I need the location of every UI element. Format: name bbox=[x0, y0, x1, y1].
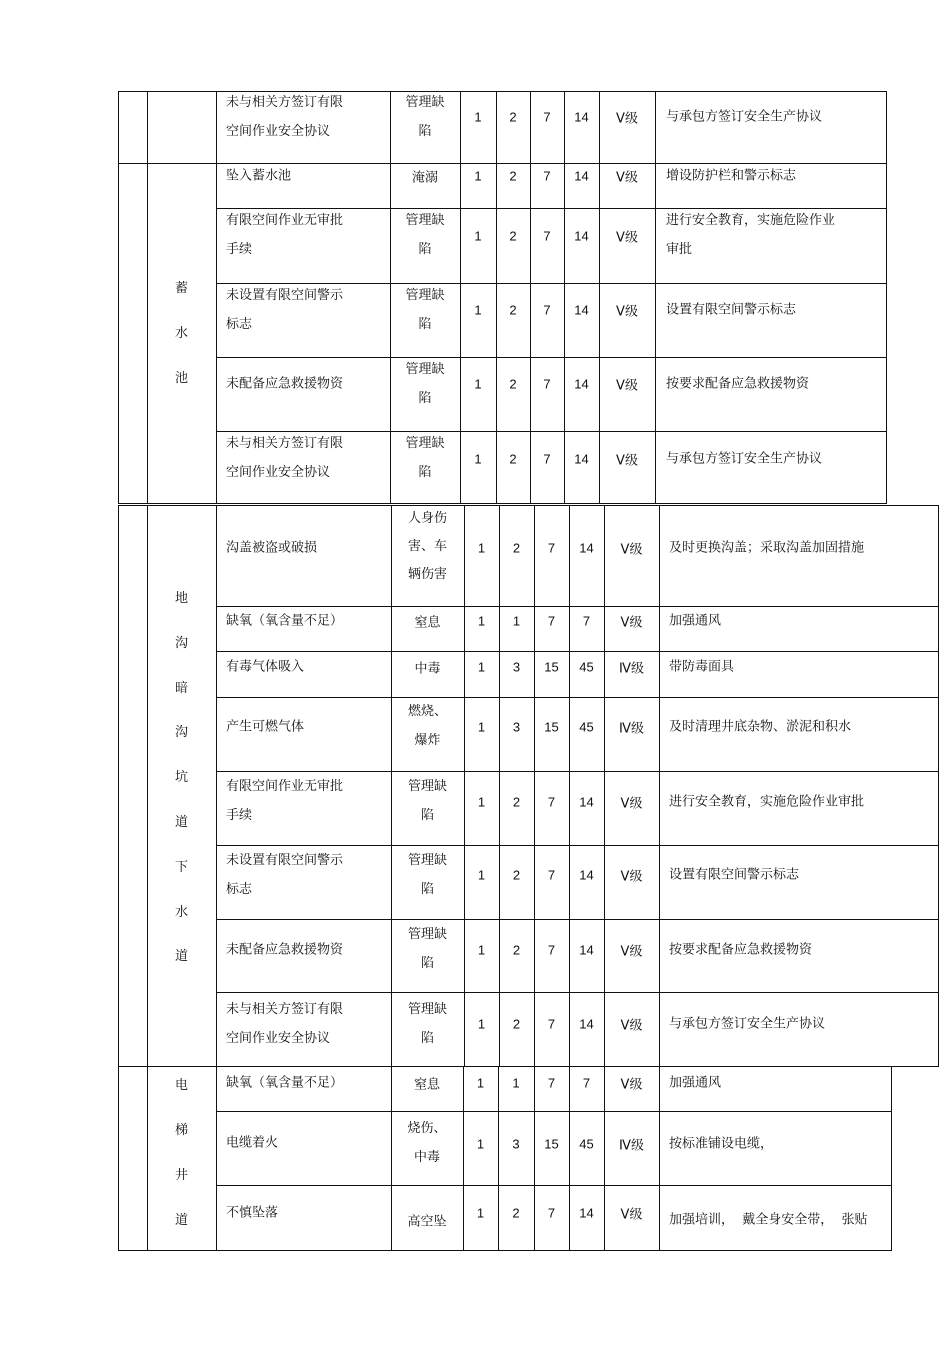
control-measure: 按要求配备应急救援物资 bbox=[669, 942, 813, 958]
section-name-reservoir: 蓄 水 池 bbox=[174, 281, 188, 386]
cell-e: 3 bbox=[512, 659, 521, 675]
hazard-text: 产生可燃气体 bbox=[226, 719, 305, 735]
control-measure: 设置有限空间警示标志 bbox=[666, 302, 797, 318]
cell-d: 14 bbox=[574, 228, 589, 244]
cell-d: 7 bbox=[582, 1075, 591, 1091]
control-measure: 按标准铺设电缆， bbox=[669, 1136, 774, 1152]
cell-e: 3 bbox=[512, 719, 521, 735]
control-measure: 及时清理井底杂物、淤泥和积水 bbox=[669, 719, 852, 735]
risk-level: Ⅴ级 bbox=[620, 796, 643, 812]
cell-e: 2 bbox=[512, 942, 521, 958]
accident-type: 高空坠 bbox=[407, 1214, 447, 1230]
risk-level: Ⅴ级 bbox=[616, 230, 638, 246]
cell-d: 14 bbox=[574, 168, 589, 184]
accident-type: 管理缺 陷 bbox=[405, 213, 445, 257]
cell-c: 7 bbox=[547, 1205, 556, 1221]
accident-type: 管理缺 陷 bbox=[405, 95, 445, 139]
accident-type: 管理缺 陷 bbox=[407, 927, 447, 971]
hazard-text: 未配备应急救援物资 bbox=[226, 376, 344, 392]
cell-c: 15 bbox=[544, 1136, 559, 1152]
hazard-text: 未设置有限空间警示 bbox=[226, 853, 344, 868]
hazard-text: 未设置有限空间警示 bbox=[226, 288, 344, 303]
cell-c: 7 bbox=[543, 228, 551, 244]
hazard-text: 空间作业安全协议 bbox=[226, 1031, 331, 1046]
cell-e: 2 bbox=[509, 302, 517, 318]
cell-c: 7 bbox=[547, 613, 556, 629]
cell-d: 14 bbox=[574, 302, 589, 318]
cell-c: 7 bbox=[543, 302, 551, 318]
control-measure: 增设防护栏和警示标志 bbox=[666, 168, 797, 184]
hazard-text: 标志 bbox=[226, 882, 253, 897]
control-measure: 带防毒面具 bbox=[669, 659, 735, 675]
cell-c: 7 bbox=[543, 451, 551, 467]
cell-c: 7 bbox=[543, 109, 551, 125]
section-name-trench-sewer: 地 沟 暗 沟 坑 道 下 水 道 bbox=[174, 591, 188, 965]
accident-type: 淹溺 bbox=[411, 170, 438, 186]
risk-level: Ⅴ级 bbox=[620, 1207, 643, 1223]
cell-e: 2 bbox=[509, 228, 517, 244]
hazard-text: 电缆着火 bbox=[226, 1135, 279, 1151]
cell-d: 14 bbox=[574, 109, 589, 125]
cell-l: 1 bbox=[477, 659, 486, 675]
cell-e: 2 bbox=[509, 168, 517, 184]
hazard-text: 沟盖被盗或破损 bbox=[226, 540, 318, 556]
control-measure: 加强通风 bbox=[669, 613, 722, 629]
hazard-text: 未配备应急救援物资 bbox=[226, 942, 344, 958]
control-measure: 进行安全教育，实施危险作业 bbox=[666, 213, 836, 228]
accident-type: 管理缺 陷 bbox=[407, 853, 447, 897]
cell-d: 14 bbox=[579, 867, 594, 883]
cell-d: 14 bbox=[574, 451, 589, 467]
cell-l: 1 bbox=[477, 1016, 486, 1032]
risk-level: Ⅴ级 bbox=[616, 111, 638, 127]
risk-level: Ⅴ级 bbox=[620, 1077, 643, 1093]
cell-c: 7 bbox=[547, 867, 556, 883]
accident-type: 管理缺 陷 bbox=[405, 288, 445, 332]
cell-l: 1 bbox=[477, 613, 486, 629]
cell-c: 15 bbox=[544, 719, 559, 735]
risk-level: Ⅴ级 bbox=[620, 869, 643, 885]
accident-type: 管理缺 陷 bbox=[407, 779, 447, 823]
hazard-text: 手续 bbox=[226, 808, 253, 823]
cell-e: 2 bbox=[512, 1016, 521, 1032]
control-measure: 加强通风 bbox=[669, 1075, 722, 1091]
control-measure: 与承包方签订安全生产协议 bbox=[669, 1016, 826, 1032]
cell-c: 7 bbox=[547, 794, 556, 810]
cell-e: 2 bbox=[512, 794, 521, 810]
cell-c: 7 bbox=[547, 1016, 556, 1032]
control-measure: 与承包方签订安全生产协议 bbox=[666, 451, 823, 467]
risk-level: Ⅴ级 bbox=[620, 615, 643, 631]
cell-l: 1 bbox=[474, 376, 482, 392]
cell-d: 45 bbox=[579, 659, 594, 675]
cell-e: 2 bbox=[512, 867, 521, 883]
cell-c: 7 bbox=[543, 376, 551, 392]
hazard-text: 缺氧（氧含量不足） bbox=[226, 613, 344, 629]
cell-l: 1 bbox=[477, 942, 486, 958]
risk-level: Ⅴ级 bbox=[620, 944, 643, 960]
risk-level: Ⅴ级 bbox=[616, 170, 638, 186]
cell-l: 1 bbox=[476, 1075, 485, 1091]
hazard-text: 有限空间作业无审批 bbox=[226, 213, 344, 228]
cell-c: 7 bbox=[547, 540, 556, 556]
cell-d: 14 bbox=[579, 794, 594, 810]
hazard-text: 不慎坠落 bbox=[226, 1205, 279, 1221]
hazard-text: 未与相关方签订有限 bbox=[226, 436, 344, 451]
hazard-text: 坠入蓄水池 bbox=[226, 168, 292, 184]
control-measure: 设置有限空间警示标志 bbox=[669, 867, 800, 883]
cell-l: 1 bbox=[476, 1205, 485, 1221]
risk-level: Ⅴ级 bbox=[616, 378, 638, 394]
cell-l: 1 bbox=[477, 540, 486, 556]
cell-l: 1 bbox=[477, 719, 486, 735]
risk-level: Ⅳ级 bbox=[619, 661, 644, 677]
cell-e: 2 bbox=[512, 540, 521, 556]
cell-e: 2 bbox=[509, 109, 517, 125]
risk-level: Ⅴ级 bbox=[616, 304, 638, 320]
cell-l: 1 bbox=[477, 867, 486, 883]
cell-l: 1 bbox=[476, 1136, 485, 1152]
cell-c: 7 bbox=[547, 942, 556, 958]
cell-l: 1 bbox=[474, 451, 482, 467]
hazard-text: 手续 bbox=[226, 242, 253, 257]
cell-e: 2 bbox=[512, 1205, 520, 1221]
accident-type: 管理缺 陷 bbox=[405, 362, 445, 406]
risk-level: Ⅴ级 bbox=[620, 542, 643, 558]
cell-l: 1 bbox=[474, 228, 482, 244]
accident-type: 中毒 bbox=[414, 661, 441, 677]
cell-e: 3 bbox=[512, 1136, 520, 1152]
cell-l: 1 bbox=[474, 302, 482, 318]
hazard-text: 未与相关方签订有限 bbox=[226, 95, 344, 110]
accident-type: 窒息 bbox=[414, 615, 441, 631]
cell-d: 14 bbox=[579, 1016, 594, 1032]
risk-level: Ⅴ级 bbox=[620, 1018, 643, 1034]
cell-d: 45 bbox=[579, 719, 594, 735]
hazard-text: 空间作业安全协议 bbox=[226, 465, 331, 480]
accident-type: 燃烧、 爆炸 bbox=[407, 704, 447, 748]
accident-type: 窒息 bbox=[413, 1077, 440, 1093]
cell-l: 1 bbox=[474, 109, 482, 125]
accident-type: 管理缺 陷 bbox=[405, 436, 445, 480]
hazard-text: 未与相关方签订有限 bbox=[226, 1002, 344, 1017]
cell-d: 45 bbox=[579, 1136, 594, 1152]
hazard-text: 有限空间作业无审批 bbox=[226, 779, 344, 794]
cell-d: 14 bbox=[579, 942, 594, 958]
control-measure: 按要求配备应急救援物资 bbox=[666, 376, 810, 392]
hazard-text: 标志 bbox=[226, 317, 253, 332]
hazard-text: 缺氧（氧含量不足） bbox=[226, 1075, 344, 1091]
section-name-elevator-shaft: 电 梯 井 道 bbox=[174, 1078, 188, 1228]
risk-level: Ⅳ级 bbox=[619, 721, 644, 737]
control-measure: 审批 bbox=[666, 242, 693, 257]
control-measure: 进行安全教育，实施危险作业审批 bbox=[669, 794, 865, 810]
cell-l: 1 bbox=[474, 168, 482, 184]
control-measure: 加强培训， 戴全身安全带， 张贴 bbox=[669, 1212, 868, 1228]
cell-d: 14 bbox=[574, 376, 589, 392]
cell-l: 1 bbox=[477, 794, 486, 810]
cell-c: 7 bbox=[543, 168, 551, 184]
accident-type: 烧伤、 中毒 bbox=[407, 1121, 447, 1165]
cell-e: 2 bbox=[509, 376, 517, 392]
cell-e: 1 bbox=[512, 1075, 520, 1091]
hazard-text: 有毒气体吸入 bbox=[226, 659, 305, 675]
risk-level: Ⅳ级 bbox=[619, 1138, 644, 1154]
cell-c: 15 bbox=[544, 659, 559, 675]
accident-type: 人身伤 害、车 辆伤害 bbox=[407, 511, 447, 582]
cell-e: 1 bbox=[512, 613, 521, 629]
cell-c: 7 bbox=[547, 1075, 556, 1091]
accident-type: 管理缺 陷 bbox=[407, 1002, 447, 1046]
control-measure: 及时更换沟盖；采取沟盖加固措施 bbox=[669, 540, 865, 556]
cell-e: 2 bbox=[509, 451, 517, 467]
cell-d: 14 bbox=[579, 1205, 594, 1221]
control-measure: 与承包方签订安全生产协议 bbox=[666, 109, 823, 125]
cell-d: 14 bbox=[579, 540, 594, 556]
risk-level: Ⅴ级 bbox=[616, 453, 638, 469]
hazard-text: 空间作业安全协议 bbox=[226, 124, 331, 139]
cell-d: 7 bbox=[582, 613, 591, 629]
